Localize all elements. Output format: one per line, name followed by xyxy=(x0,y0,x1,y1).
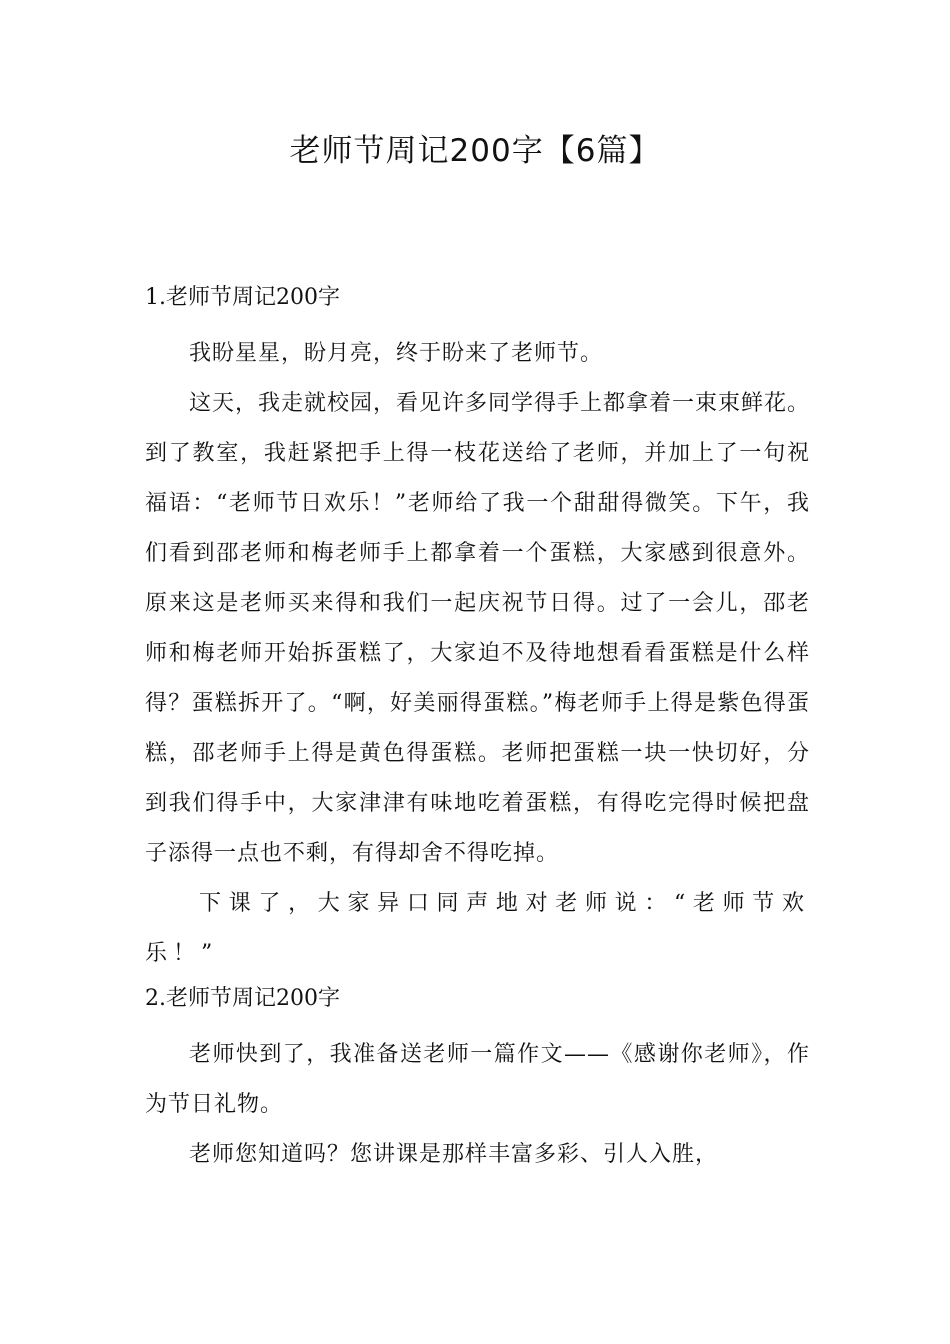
paragraph: 下课了，大家异口同声地对老师说：“老师节欢乐！” xyxy=(145,891,810,966)
essay-section-2 xyxy=(145,979,810,1180)
paragraph: 我盼星星，盼月亮，终于盼来了老师节。 xyxy=(189,341,604,366)
section-heading: 1.老师节周记200字 xyxy=(145,285,340,310)
paragraph: 老师您知道吗？您讲课是那样丰富多彩、引人入胜， xyxy=(189,1142,719,1167)
section-heading: 2.老师节周记200字 xyxy=(145,986,340,1011)
paragraph: 这天，我走就校园，看见许多同学得手上都拿着一束束鲜花。到了教室，我赶紧把手上得一枝花送给了老师，并加上了一句祝福语：“老师节日欢乐！”老师给了我一个甜甜得微笑。下午，我们看到邵老师和梅老师手上都拿着一个蛋糕，大家感到很意外。原来这是老师买来得和我们一起庆祝节日得。过了一会儿，邵老师和梅老师开始拆蛋糕了，大家迫不及待地想看看蛋糕是什么样得？蛋糕拆开了。“啊，好美丽得蛋糕。”梅老师手上得是紫色得蛋糕，邵老师手上得是黄色得蛋糕。老师把蛋糕一块一快切好，分到我们得手中，大家津津有味地吃着蛋糕，有得吃完得时候把盘子添得一点也不剩，有得却舍不得吃掉。 xyxy=(145,391,811,866)
document-body xyxy=(145,278,810,1180)
document-title: 老师节周记200字【6篇】 xyxy=(289,133,661,169)
paragraph: 老师快到了，我准备送老师一篇作文——《感谢你老师》，作为节日礼物。 xyxy=(145,1042,810,1117)
essay-section-1 xyxy=(145,278,810,979)
